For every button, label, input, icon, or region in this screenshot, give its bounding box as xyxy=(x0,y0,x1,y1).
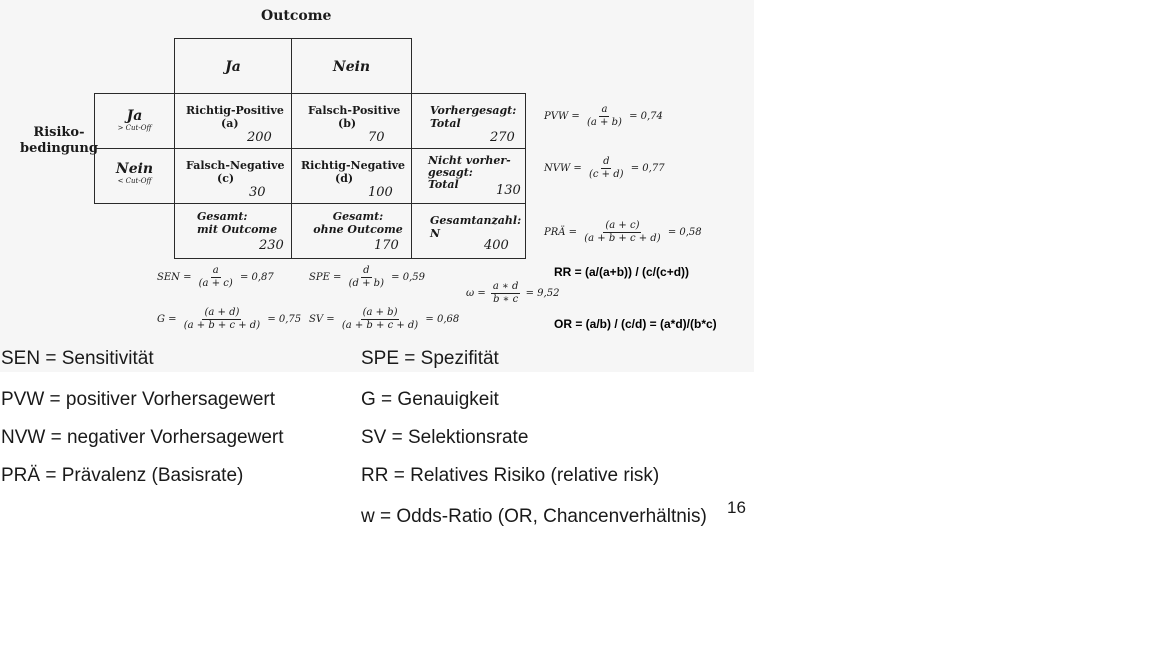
total-with-outcome-value: 230 xyxy=(259,238,284,253)
true-negative-symbol: (d) xyxy=(335,172,354,185)
total-without-outcome-label: Gesamt: ohne Outcome xyxy=(313,210,403,236)
formula-pra-den: (a + b + c + d) xyxy=(584,233,661,244)
false-negative-label: Falsch-Negative xyxy=(186,159,285,172)
cell-not-predicted-total xyxy=(411,148,526,204)
total-without-outcome-value: 170 xyxy=(374,238,399,253)
grand-total-value: 400 xyxy=(484,238,509,253)
formula-sen-lhs: SEN = xyxy=(157,272,192,283)
true-negative-label: Richtig-Negative xyxy=(301,159,406,172)
formula-sv-num: (a + b) xyxy=(362,307,398,318)
predicted-total-label: Vorhergesagt: Total xyxy=(430,104,517,130)
col-header-nein xyxy=(291,38,412,94)
col-header-nein-label: Nein xyxy=(332,59,371,75)
legend-rr: RR = Relatives Risiko (relative risk) xyxy=(361,465,660,486)
row-header-ja xyxy=(94,93,175,149)
formula-pra-res: = 0,58 xyxy=(667,227,702,238)
formula-g-num: (a + d) xyxy=(204,307,240,318)
legend-pra: PRÄ = Prävalenz (Basisrate) xyxy=(1,465,244,486)
formula-spe xyxy=(309,265,425,290)
formula-nvw-res: = 0,77 xyxy=(630,163,665,174)
legend-g: G = Genauigkeit xyxy=(361,389,499,410)
formula-pra-lhs: PRÄ = xyxy=(544,227,578,238)
not-predicted-total-value: 130 xyxy=(496,183,521,198)
formula-spe-lhs: SPE = xyxy=(309,272,342,283)
true-positive-label: Richtig-Positive xyxy=(186,104,284,117)
cell-total-without-outcome xyxy=(291,203,412,259)
formula-nvw-lhs: NVW = xyxy=(544,163,582,174)
cell-false-negative xyxy=(174,148,292,204)
legend-w: w = Odds-Ratio (OR, Chancenverhältnis) xyxy=(361,506,707,527)
true-negative-value: 100 xyxy=(368,185,393,200)
formula-nvw-den: (c + d) xyxy=(589,169,624,180)
formula-spe-den: (d + b) xyxy=(348,278,384,289)
formula-nvw xyxy=(544,156,665,181)
formula-g xyxy=(157,307,301,332)
false-positive-symbol: (b) xyxy=(338,117,357,130)
formula-sen-num: a xyxy=(212,265,219,276)
predicted-total-value: 270 xyxy=(490,130,515,145)
legend-nvw: NVW = negativer Vorhersagewert xyxy=(1,427,284,448)
formula-spe-res: = 0,59 xyxy=(391,272,425,283)
row-header-nein-label: Nein xyxy=(115,161,154,177)
formula-omega-num: a ∗ d xyxy=(492,281,519,292)
row-header-ja-label: Ja xyxy=(126,108,143,124)
outcome-title: Outcome xyxy=(261,8,332,24)
formula-sv-res: = 0,68 xyxy=(425,314,460,325)
col-header-ja-label: Ja xyxy=(225,59,241,75)
formula-omega xyxy=(466,281,559,306)
false-negative-symbol: (c) xyxy=(217,172,235,185)
formula-pra-num: (a + c) xyxy=(605,220,640,231)
formula-omega-lhs: ω = xyxy=(466,288,486,299)
cell-false-positive xyxy=(291,93,412,149)
relative-risk-formula: RR = (a/(a+b)) / (c/(c+d)) xyxy=(554,265,690,279)
formula-pvw-den: (a + b) xyxy=(586,117,622,128)
not-predicted-total-label: Nicht vorher- gesagt: Total xyxy=(428,154,511,191)
legend-sv: SV = Selektionsrate xyxy=(361,427,529,448)
formula-pvw-res: = 0,74 xyxy=(629,111,663,122)
cell-true-positive xyxy=(174,93,292,149)
cell-total-with-outcome xyxy=(174,203,292,259)
row-header-nein-sub: < Cut-Off xyxy=(117,177,152,185)
true-positive-symbol: (a) xyxy=(221,117,239,130)
true-positive-value: 200 xyxy=(247,130,272,145)
legend-spe: SPE = Spezifität xyxy=(361,348,499,369)
formula-sen xyxy=(157,265,274,290)
cell-true-negative xyxy=(291,148,412,204)
grand-total-label: Gesamtanzahl: N xyxy=(430,214,522,240)
legend-pvw: PVW = positiver Vorhersagewert xyxy=(1,389,276,410)
formula-omega-den: b ∗ c xyxy=(493,294,519,305)
formula-sv-lhs: SV = xyxy=(309,314,335,325)
total-with-outcome-label: Gesamt: mit Outcome xyxy=(197,210,278,236)
formula-sv xyxy=(309,307,459,332)
formula-omega-res: = 9,52 xyxy=(525,288,560,299)
formula-g-den: (a + b + c + d) xyxy=(183,320,261,331)
formula-spe-num: d xyxy=(363,265,370,276)
formula-pvw-lhs: PVW = xyxy=(544,111,580,122)
formula-pvw xyxy=(544,104,663,129)
formula-sen-res: = 0,87 xyxy=(239,272,274,283)
formula-pra xyxy=(544,220,702,245)
odds-ratio-formula: OR = (a/b) / (c/d) = (a*d)/(b*c) xyxy=(554,317,717,331)
row-header-nein xyxy=(94,148,175,204)
legend-sen: SEN = Sensitivität xyxy=(1,348,154,369)
row-header-ja-sub: > Cut-Off xyxy=(117,124,152,132)
formula-pvw-num: a xyxy=(601,104,608,115)
page-number: 16 xyxy=(727,498,746,517)
formula-g-lhs: G = xyxy=(157,314,177,325)
formula-g-res: = 0,75 xyxy=(267,314,302,325)
risk-condition-label: Risiko- bedingung xyxy=(20,125,98,156)
cell-grand-total xyxy=(411,203,526,259)
false-positive-label: Falsch-Positive xyxy=(308,104,401,117)
formula-sv-den: (a + b + c + d) xyxy=(341,320,419,331)
cell-predicted-total xyxy=(411,93,526,149)
false-negative-value: 30 xyxy=(249,185,266,200)
formula-nvw-num: d xyxy=(603,156,610,167)
col-header-ja xyxy=(174,38,292,94)
formula-sen-den: (a + c) xyxy=(198,278,233,289)
false-positive-value: 70 xyxy=(368,130,385,145)
